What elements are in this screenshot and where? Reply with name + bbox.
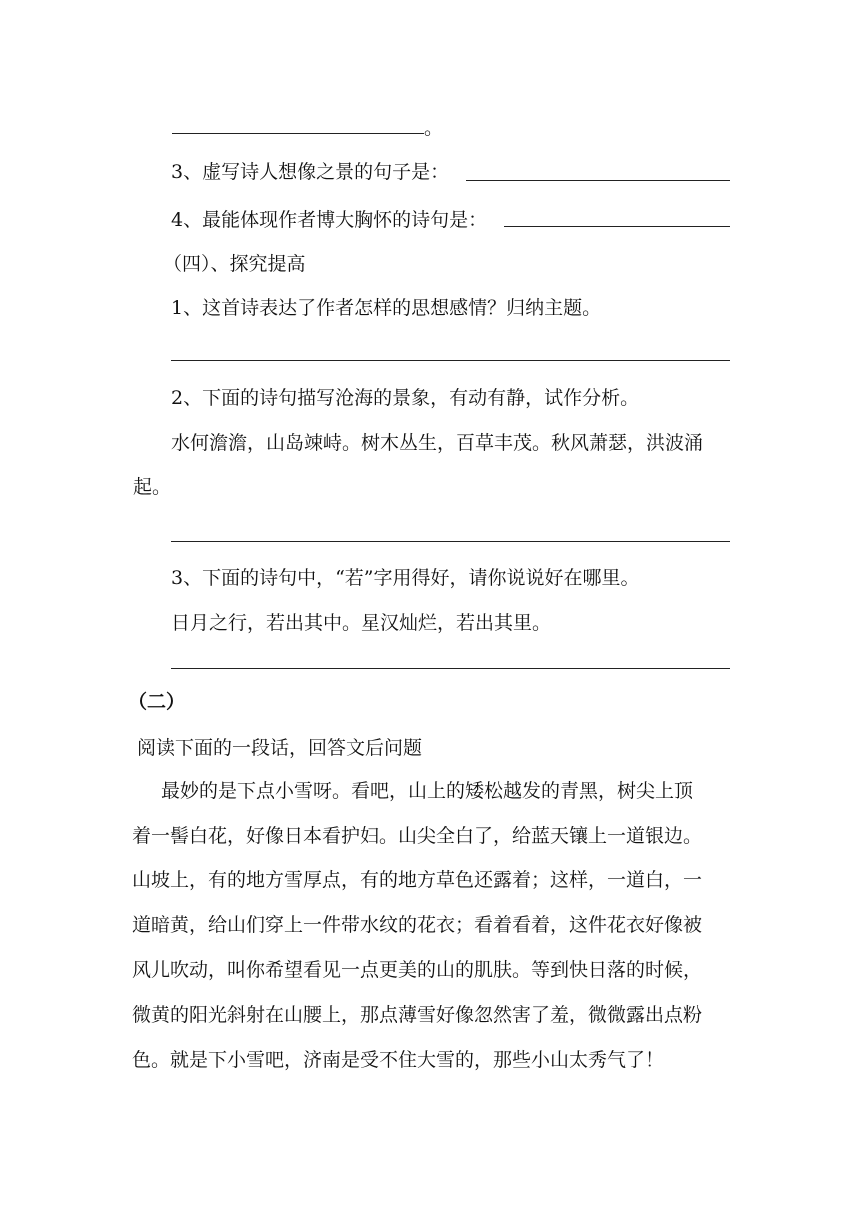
- answer-line-q4[interactable]: [504, 226, 730, 227]
- reading-instruction: 阅读下面的一段话，回答文后问题: [137, 737, 423, 759]
- question-3-imagined-scene: 3、虚写诗人想像之景的句子是：: [171, 161, 450, 183]
- answer-end-mark: 。: [424, 117, 444, 139]
- poem-line-3: 日月之行，若出其中。星汉灿烂，若出其里。: [171, 612, 552, 634]
- answer-line-prev[interactable]: [172, 133, 424, 134]
- answer-line-q3[interactable]: [466, 180, 730, 181]
- answer-line-s4-q2[interactable]: [171, 541, 730, 542]
- passage-line: 山坡上，有的地方雪厚点，有的地方草色还露着；这样，一道白，一: [132, 869, 703, 891]
- passage-line: 色。就是下小雪吧，济南是受不住大雪的，那些小山太秀气了！: [132, 1049, 665, 1071]
- passage-line: 最妙的是下点小雪呀。看吧，山上的矮松越发的青黑，树尖上顶: [161, 780, 694, 802]
- poem-line-2: 起。: [133, 476, 172, 498]
- question-2-analysis: 2、下面的诗句描写沧海的景象，有动有静，试作分析。: [171, 387, 640, 409]
- passage-line: 微黄的阳光斜射在山腰上，那点薄雪好像忽然害了羞，微微露出点粉: [132, 1004, 703, 1026]
- section-heading-explore: （四）、探究提高: [163, 253, 306, 275]
- answer-line-s4-q1[interactable]: [171, 360, 730, 361]
- question-4-broad-mind: 4、最能体现作者博大胸怀的诗句是：: [171, 209, 488, 231]
- poem-line-1: 水何澹澹，山岛竦峙。树木丛生，百草丰茂。秋风萧瑟，洪波涌: [171, 432, 704, 454]
- question-1-theme: 1、这首诗表达了作者怎样的思想感情？归纳主题。: [171, 297, 602, 319]
- passage-line: 着一髻白花，好像日本看护妇。山尖全白了，给蓝天镶上一道银边。: [132, 825, 703, 847]
- part-heading-two: （二）: [128, 691, 186, 713]
- passage-line: 道暗黄，给山们穿上一件带水纹的花衣；看着看着，这件花衣好像被: [132, 914, 703, 936]
- passage-line: 风儿吹动，叫你希望看见一点更美的山的肌肤。等到快日落的时候，: [132, 959, 703, 981]
- question-3-ruo: 3、下面的诗句中，“若”字用得好，请你说说好在哪里。: [171, 567, 640, 589]
- answer-line-s4-q3[interactable]: [171, 668, 730, 669]
